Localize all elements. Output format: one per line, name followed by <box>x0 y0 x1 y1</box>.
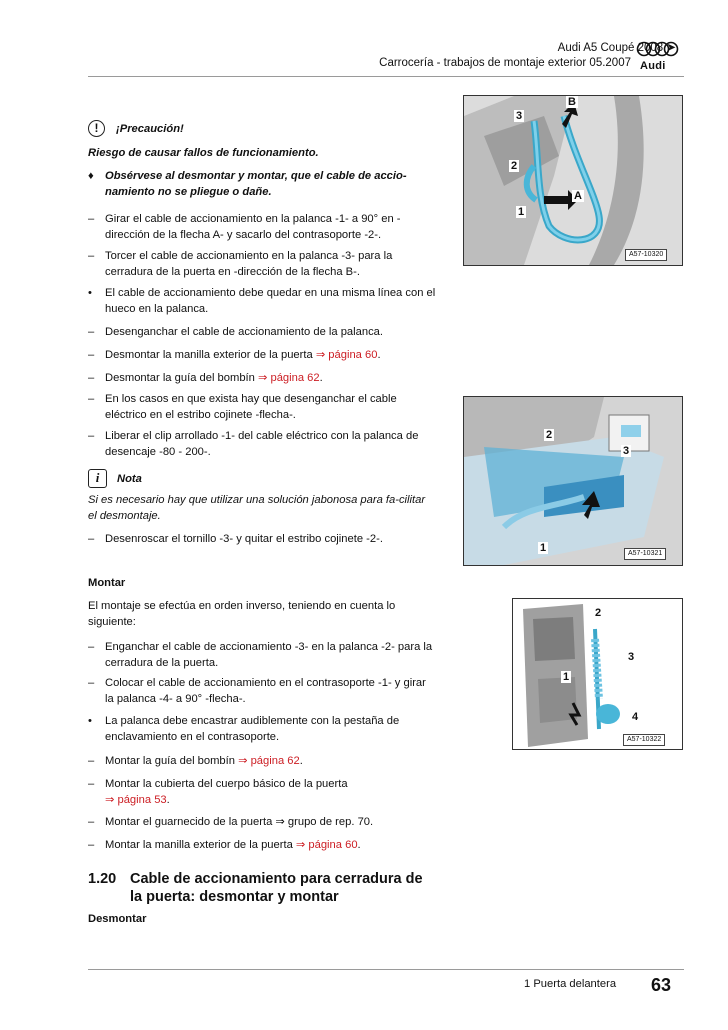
footer-chapter: 1 Puerta delantera <box>524 978 617 990</box>
callout-2: 2 <box>511 160 518 172</box>
figure-2 <box>463 396 683 566</box>
list-item-text: El cable de accionamiento debe quedar en una misma línea con el hueco en la palanca. <box>105 287 436 315</box>
callout-1: 1 <box>518 206 525 218</box>
figure-label: A57-10322 <box>623 734 665 746</box>
callout-b: B <box>568 96 576 108</box>
page-link[interactable]: página 62 <box>250 755 300 767</box>
section-heading <box>88 870 436 910</box>
figure-label: A57-10320 <box>625 249 667 261</box>
diamond-bullet-icon: ♦ <box>88 170 94 182</box>
page-link[interactable]: página 60 <box>308 839 358 851</box>
punctuation: . <box>357 839 361 851</box>
info-icon: i <box>88 469 107 488</box>
punctuation: . <box>377 349 381 361</box>
header-divider <box>88 76 684 77</box>
page-link[interactable]: página 60 <box>328 349 378 361</box>
callout-3: 3 <box>516 110 523 122</box>
audi-logo-text: Audi <box>640 60 666 72</box>
header-title: Audi A5 Coupé 2008 ➤ <box>557 42 676 54</box>
bullet-marker: • <box>88 287 92 299</box>
montar-intro: El montaje se efectúa en orden inverso, teniendo en cuenta lo siguiente: <box>88 600 396 628</box>
list-item <box>88 676 436 708</box>
dash-marker: – <box>88 213 95 225</box>
list-item-text: Desenroscar el tornillo -3- y quitar el estribo cojinete -2-. <box>105 533 383 545</box>
dash-marker: – <box>88 839 95 851</box>
list-item-text: En los casos en que exista hay que desenganchar el cable eléctrico en el estribo cojinete -flecha-. <box>105 393 397 421</box>
list-item <box>88 249 436 281</box>
punctuation: . <box>319 372 323 384</box>
figure-label: A57-10321 <box>624 548 666 560</box>
punctuation: . <box>166 793 170 806</box>
section-number: 1.20 <box>88 871 117 887</box>
list-item-text: Liberar el clip arrollado -1- del cable eléctrico con la palanca de desencaje -80 - 200-. <box>105 430 419 458</box>
dash-marker: – <box>88 430 95 442</box>
callout-a: A <box>574 190 582 202</box>
note-text: Si es necesario hay que utilizar una solución jabonosa para fa-cilitar el desmontaje. <box>88 494 426 522</box>
warning-icon: ! <box>88 120 105 137</box>
callout-4: 4 <box>632 711 639 723</box>
dash-marker: – <box>88 326 95 338</box>
caution-item <box>88 169 436 201</box>
caution-item-text: Obsérvese al desmontar y montar, que el cable de accio-namiento no se pliegue o dañe. <box>105 170 407 198</box>
reference-arrow-icon: ⇒ <box>105 793 115 806</box>
list-item-text: Colocar el cable de accionamiento en el contrasoporte -1- y girar la palanca -4- a 90° -flecha-. <box>105 677 426 705</box>
list-item <box>88 777 436 809</box>
header-subtitle: Carrocería - trabajos de montaje exterior 05.2007 <box>379 57 631 69</box>
callout-1: 1 <box>540 542 547 554</box>
callout-2: 2 <box>546 429 553 441</box>
list-item-text: Torcer el cable de accionamiento en la palanca -3- para la cerradura de la puerta en -dirección de la flecha B-. <box>105 250 393 278</box>
dash-marker: – <box>88 677 95 689</box>
repair-group-ref: grupo de rep. 70. <box>287 816 374 828</box>
dash-marker: – <box>88 250 95 262</box>
dash-marker: – <box>88 372 95 384</box>
list-item <box>88 392 436 424</box>
list-item-text: Desmontar la manilla exterior de la puerta <box>105 349 313 361</box>
callout-1: 1 <box>563 671 570 683</box>
audi-rings-logo-icon <box>636 40 680 58</box>
page-link[interactable]: página 62 <box>270 372 320 384</box>
montar-heading: Montar <box>88 577 126 589</box>
list-item-text: Montar la cubierta del cuerpo básico de la puerta <box>105 778 348 790</box>
reference-arrow-icon: ⇒ <box>238 755 248 767</box>
caution-lead: Riesgo de causar fallos de funcionamiento. <box>88 147 319 159</box>
punctuation: . <box>299 755 303 767</box>
page-number: 63 <box>651 975 672 995</box>
dash-marker: – <box>88 641 95 653</box>
list-item-text: Montar el guarnecido de la puerta <box>105 816 273 828</box>
reference-arrow-icon: ⇒ <box>315 349 326 361</box>
dash-marker: – <box>88 533 95 545</box>
dash-marker: – <box>88 755 95 767</box>
note-title: Nota <box>117 473 142 485</box>
list-item-text: Montar la manilla exterior de la puerta <box>105 839 293 851</box>
list-item <box>88 286 436 318</box>
bullet-marker: • <box>88 715 92 727</box>
callout-3: 3 <box>628 651 635 663</box>
list-item-text: Enganchar el cable de accionamiento -3- en la palanca -2- para la cerradura de la puerta. <box>105 641 433 669</box>
callout-3: 3 <box>623 445 630 457</box>
figure-1-drawing <box>464 96 682 265</box>
reference-arrow-icon: ⇒ <box>257 372 268 384</box>
dash-marker: – <box>88 778 95 790</box>
dash-marker: – <box>88 349 95 361</box>
figure-2-drawing <box>464 397 682 565</box>
list-item <box>88 714 436 746</box>
list-item <box>88 429 436 461</box>
list-item-text: Desmontar la guía del bombín <box>105 372 255 384</box>
section-subheading: Desmontar <box>88 913 147 925</box>
list-item-text: Desenganchar el cable de accionamiento de la palanca. <box>105 326 384 338</box>
callout-2: 2 <box>595 607 602 619</box>
footer-divider <box>88 969 684 970</box>
figure-3 <box>512 598 683 750</box>
list-item-text: Montar la guía del bombín <box>105 755 235 767</box>
page-link[interactable]: página 53 <box>117 793 167 806</box>
dash-marker: – <box>88 816 95 828</box>
list-item-text: Girar el cable de accionamiento en la palanca -1- a 90° en -dirección de la flecha A- y sacarlo del contrasoporte -2-. <box>105 213 401 241</box>
figure-1 <box>463 95 683 266</box>
reference-arrow-icon: ⇒ <box>295 839 306 851</box>
figure-3-drawing <box>513 599 682 749</box>
section-title: Cable de accionamiento para cerradura de la puerta: desmontar y montar <box>130 871 423 905</box>
list-item <box>88 640 436 672</box>
reference-arrow-icon: ⇒ <box>275 816 285 828</box>
dash-marker: – <box>88 393 95 405</box>
list-item <box>88 212 436 244</box>
caution-title: ¡Precaución! <box>116 123 184 135</box>
text-column <box>88 120 436 940</box>
list-item-text: La palanca debe encastrar audiblemente con la pestaña de enclavamiento en el contrasoporte. <box>105 715 400 743</box>
